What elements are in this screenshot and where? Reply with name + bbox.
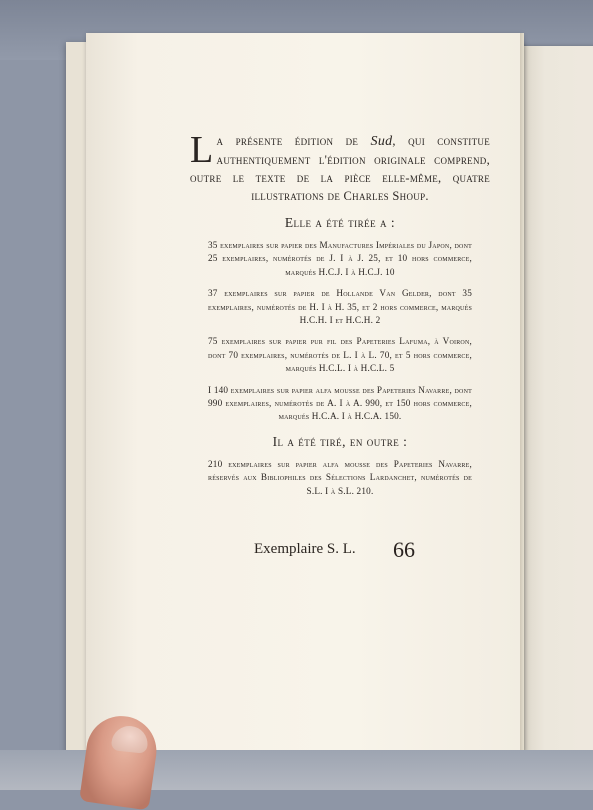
exemplaire-number: 66 [393, 537, 415, 562]
intro-title: Sud [370, 134, 393, 149]
section-heading-1: Elle a été tirée a : [284, 215, 396, 230]
section-heading-2: Il a été tiré, en outre : [272, 433, 408, 449]
entry: 210 exemplaires sur papier alfa mousse des Papeteries Navarre, réservés aux Bibliophiles des Sélections Lardanchet, numérotés de S.L. I à S.L. 210. [208, 458, 472, 496]
intro-rest: , qui constitue authentiquement l'édition originale comprend, outre le texte de la pièce elle-même, quatre illustrations de Charles Shoup. [190, 134, 490, 203]
exemplaire-label: Exemplaire S. L. [254, 541, 356, 557]
intro-paragraph [190, 129, 490, 205]
intro-line1: a présente édition de [216, 134, 359, 148]
entry: 37 exemplaires sur papier de Hollande Van Gelder, dont 35 exemplaires, numérotés de H. I à H. 35, et 2 hors commerce, marqués H.C.H. I et H.C.H. 2 [208, 288, 472, 326]
entry: I 140 exemplaires sur papier alfa mousse des Papeteries Navarre, dont 990 exemplaires, numérotés de A. I à A. 990, et 150 hors commerce, marqués H.C.A. I à H.C.A. 150. [208, 384, 472, 422]
entry: 35 exemplaires sur papier des Manufactures Impériales du Japon, dont 25 exemplaires, numérotés de J. I à J. 25, et 10 hors commerce, marqués H.C.J. I à H.C.J. 10 [208, 240, 472, 277]
page-edge [520, 33, 524, 751]
colophon-text [190, 129, 490, 506]
drop-cap: L [190, 129, 214, 171]
entry: 75 exemplaires sur papier pur fil des Papeteries Lafuma, à Voiron, dont 70 exemplaires, numérotés de L. I à L. 70, et 5 hors commerce, marqués H.C.L. I à H.C.L. 5 [208, 336, 472, 374]
back-page [518, 46, 593, 756]
